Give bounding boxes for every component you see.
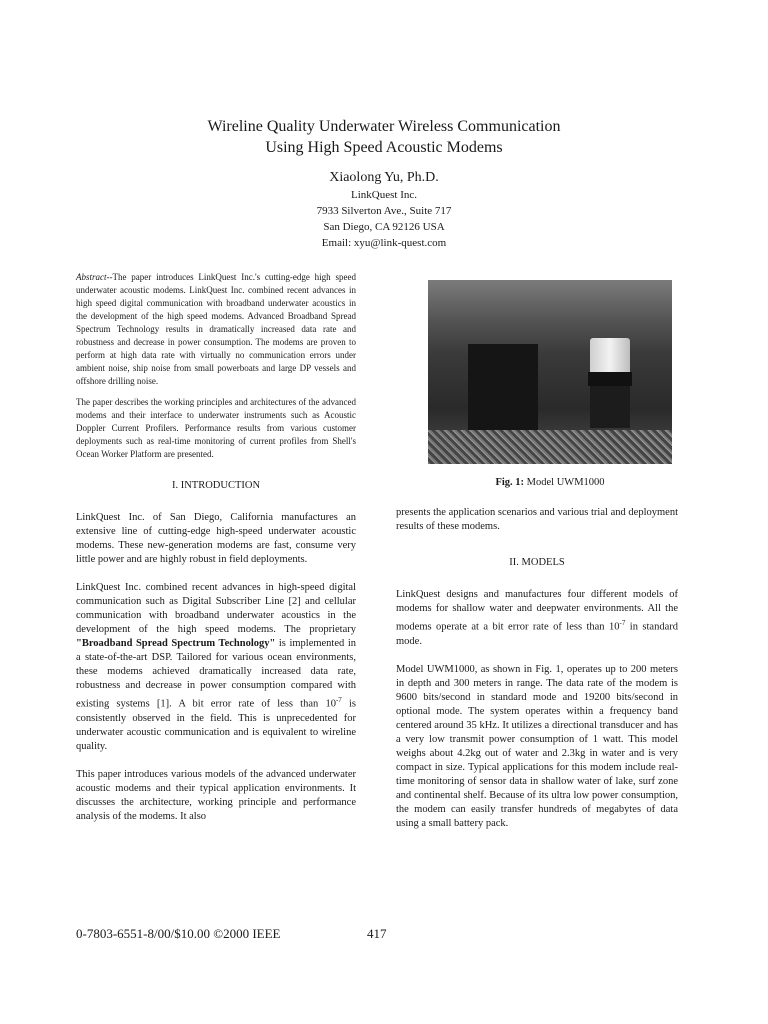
- figure-modem-base: [590, 386, 630, 428]
- figure-caption: [428, 477, 672, 488]
- right-column: [396, 506, 678, 845]
- bold-term: "Broadband Spread Spectrum Technology": [76, 638, 276, 649]
- models-paragraph-2: Model UWM1000, as shown in Fig. 1, operates up to 200 meters in depth and 300 meters in range. The data rate of the modem is 9600 bits/second in standard mode and 19200 bits/second in optional mode. The system operates within a frequency band centered around 35 kHz. It utilizes a directional transducer and has a very low transmit power consumption of 1 watt. This model weighs about 4.2kg out of water and 2.3kg in water and is very compact in size. Typical applications for this modem include real-time monitoring of sensor data in shallow water of lake, surf zone and continental shelf. Because of its ultra low power consumption, the modem can easily transfer hundreds of megabytes of data using a small battery pack.: [396, 663, 678, 829]
- models-text: LinkQuest designs and manufactures four different models of modems for shallow water and deepwater environments. All the modems operate at a bit error rate of less than 10: [396, 589, 678, 633]
- affiliation-line: San Diego, CA 92126 USA: [323, 221, 445, 233]
- footer-copyright: 0-7803-6551-8/00/$10.00 ©2000 IEEE: [76, 926, 281, 941]
- figure-photo-uwm1000: [428, 280, 672, 464]
- section-heading-introduction: I. INTRODUCTION: [171, 480, 261, 491]
- figure-modem-band: [588, 372, 632, 386]
- author-name: Xiaolong Yu, Ph.D.: [329, 170, 439, 185]
- page-number: 417: [367, 926, 387, 941]
- left-column: [76, 271, 356, 838]
- affiliation-line: Email: xyu@link-quest.com: [321, 237, 447, 249]
- figure-ground: [428, 430, 672, 464]
- intro-paragraph-2: [76, 581, 356, 754]
- models-paragraph-1: [396, 588, 678, 649]
- affiliation-line: 7933 Silverton Ave., Suite 717: [316, 205, 452, 217]
- title-line-2: Using High Speed Acoustic Modems: [265, 139, 503, 156]
- intro-text: LinkQuest Inc. combined recent advances in high-speed digital communication such as Digital Subscriber Line [2] and cellular communication with broadband underwater acoustics in the development of the high speed modems. The proprietary: [76, 582, 356, 635]
- abstract: [76, 271, 356, 461]
- title-line-1: Wireline Quality Underwater Wireless Communication: [207, 118, 561, 135]
- affiliation-line: LinkQuest Inc.: [351, 189, 417, 201]
- introduction-section: [76, 479, 356, 824]
- figure-label: Fig. 1:: [495, 477, 525, 488]
- abstract-text: The paper introduces LinkQuest Inc.'s cutting-edge high speed underwater acoustic modems. LinkQuest Inc. combined recent advances in high speed digital communication with broadband underwater acoustics in the development of the high speed modems. Advanced Broadband Spread Spectrum Technology results in dramatically increased data rate and robustness and decrease in power consumption. The modems are proven to perform at high data rate with virtually no communication errors under ambient noise, ship noise from small powerboats and large DP vessels and offshore drilling noise.: [76, 272, 356, 386]
- intro-continuation: presents the application scenarios and various trial and deployment results of these modems.: [396, 507, 678, 532]
- exponent: -7: [335, 696, 342, 704]
- intro-text: is implemented in a state-of-the-art DSP. Tailored for various ocean environments, these modems achieved dramatically increased data rate, robustness and decrease in power consumption compared with existing systems [1]. A bit error rate of less than 10: [76, 638, 356, 710]
- models-text: in standard mode.: [396, 621, 678, 647]
- intro-text: is consistently observed in the field. This is unprecedented for underwater acoustic communication and is equivalent to wireline quality.: [76, 698, 356, 752]
- exponent: -7: [619, 619, 626, 627]
- figure-caption-text: Model UWM1000: [524, 477, 605, 488]
- intro-paragraph-3: This paper introduces various models of the advanced underwater acoustic modems and their typical application environments. It discusses the architecture, working principle and performance analysis of the modems. It also: [76, 768, 356, 822]
- intro-paragraph-1: LinkQuest Inc. of San Diego, California manufactures an extensive line of cutting-edge high-speed underwater acoustic modems. These new-generation modems are fast, consume very little power and are highly robust in field deployments.: [76, 512, 356, 565]
- paper-title: [0, 116, 768, 158]
- abstract-label: Abstract--: [76, 272, 113, 282]
- figure-dark-box: [468, 344, 538, 432]
- section-heading-models: II. MODELS: [509, 557, 565, 568]
- abstract-paragraph-2: The paper describes the working principles and architectures of the advanced modems and their interface to underwater instruments such as Acoustic Doppler Current Profilers. Performance results from various customer deployments such as real-time monitoring of current profiles from Shell's Ocean Worker Platform are presented.: [76, 397, 356, 459]
- abstract-paragraph-1: [76, 271, 356, 388]
- affiliation-block: [0, 187, 768, 251]
